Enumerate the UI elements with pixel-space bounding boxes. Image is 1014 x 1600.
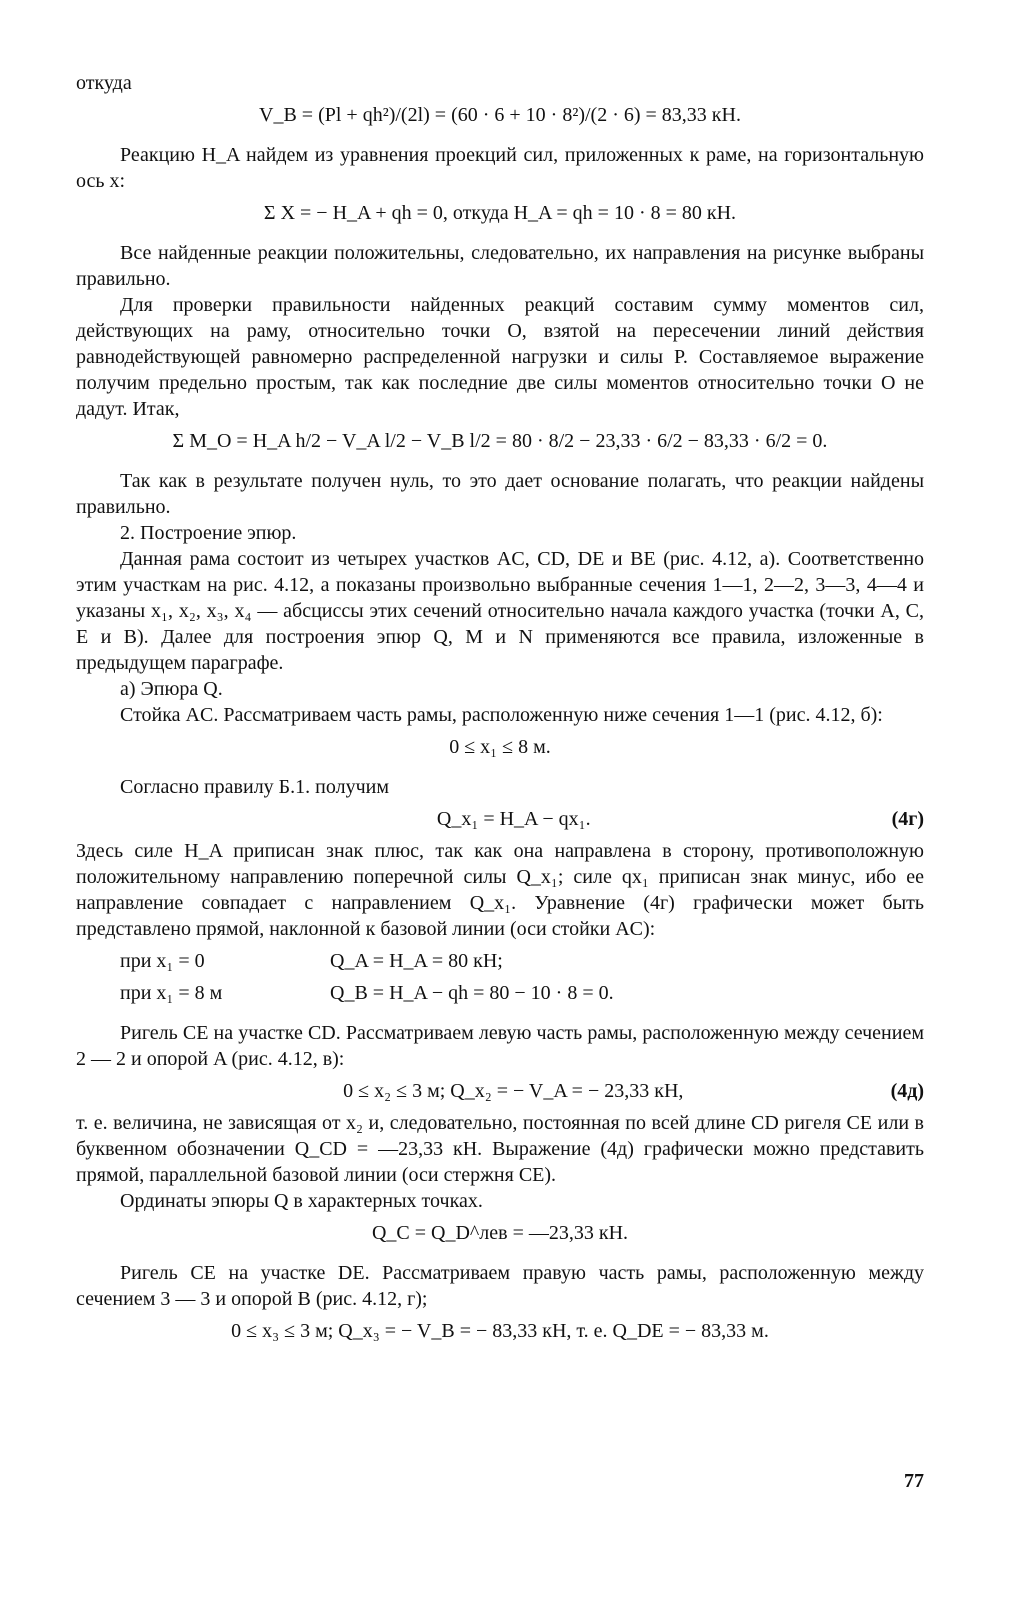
paragraph-5 <box>76 232 924 240</box>
equation-4g <box>76 806 924 832</box>
paragraph-12: Данная рама состоит из четырех участков AC, CD, DE и BE (рис. 4.12, a). Соответственно этим участкам на рис. 4.12, a показаны произвольно выбранные сечения 1—1, 2—2, 3—3, 4—4 и указаны x₁, x₂, x₃, x₄ — абсциссы этих сечений относительно начала каждого участка (точки A, C, E и B). Далее для построения эпюр Q, M и N применяются все правила, изложенные в предыдущем параграфе. <box>76 548 924 674</box>
case-value: Q_B = H_A − qh = 80 − 10 · 8 = 0. <box>330 982 614 1004</box>
paragraph-16 <box>76 766 924 774</box>
text-block-4 <box>76 1110 924 1344</box>
case-row <box>120 980 924 1006</box>
paragraph-6: Все найденные реакции положительны, следовательно, их направления на рисунке выбраны правильно. <box>76 242 924 290</box>
paragraph-0: откуда <box>76 72 132 94</box>
paragraph-10: Так как в результате получен нуль, то это дает основание полагать, что реакции найдены правильно. <box>76 470 924 518</box>
paragraph-d-0: т. е. величина, не зависящая от x₂ и, следовательно, постоянная по всей длине CD ригеля CE или в буквенном обозначении Q_CD = —23,33 кН. Выражение (4д) графически можно представить прямой, параллельной базовой линии (оси стержня CE). <box>76 1112 924 1186</box>
paragraph-11: 2. Построение эпюр. <box>120 522 297 544</box>
case-row <box>120 948 924 974</box>
paragraph-d-5: 0 ≤ x₃ ≤ 3 м; Q_x₃ = − V_B = − 83,33 кН, т. е. Q_DE = − 83,33 м. <box>231 1320 769 1342</box>
paragraph-2 <box>76 134 924 142</box>
paragraph-d-3 <box>76 1252 924 1260</box>
paragraph-d-1: Ординаты эпюры Q в характерных точках. <box>120 1190 483 1212</box>
text-block-1 <box>76 70 924 800</box>
case-list <box>76 948 924 1006</box>
paragraph-3: Реакцию H_A найдем из уравнения проекций сил, приложенных к раме, на горизонтальную ось x: <box>76 144 924 192</box>
equation-4d-number: (4д) <box>890 1080 924 1102</box>
paragraph-7: Для проверки правильности найденных реакций составим сумму моментов сил, действующих на раму, относительно точки O, взятой на пересечении линий действия равнодействующей равномерно распределенной нагрузки и силы P. Составляемое выражение получим предельно простым, так как последние две силы моментов относительно точки O не дадут. Итак, <box>76 294 924 420</box>
paragraph-c-1: Ригель CE на участке CD. Рассматриваем левую часть рамы, расположенную между сечением 2 — 2 и опорой A (рис. 4.12, в): <box>76 1022 924 1070</box>
paragraph-9 <box>76 460 924 468</box>
case-condition: при x₁ = 0 <box>120 950 205 972</box>
equation-4d-expr: 0 ≤ x₂ ≤ 3 м; Q_x₂ = − V_A = − 23,33 кН, <box>343 1080 684 1102</box>
paragraph-8: Σ M_O = H_A h/2 − V_A l/2 − V_B l/2 = 80 · 8/2 − 23,33 · 6/2 − 83,33 · 6/2 = 0. <box>172 430 828 452</box>
equation-4d <box>76 1078 924 1104</box>
paragraph-d-2: Q_C = Q_D^лев = —23,33 кН. <box>371 1222 629 1244</box>
paragraph-b-0: Здесь силе H_A приписан знак плюс, так как она направлена в сторону, противоположную положительному направлению поперечной силы Q_x₁; силе qx₁ приписан знак минус, ибо ее направление совпадает с направлением Q_x₁. Уравнение (4г) графически может быть представлено прямой, наклонной к базовой линии (оси стойки AC): <box>76 840 924 940</box>
page-number: 77 <box>904 1470 924 1492</box>
equation-4g-expr: Q_x₁ = H_A − qx₁. <box>436 808 591 830</box>
case-value: Q_A = H_A = 80 кН; <box>330 950 503 972</box>
paragraph-d-4: Ригель CE на участке DE. Рассматриваем правую часть рамы, расположенную между сечением 3 — 3 и опорой B (рис. 4.12, г); <box>76 1262 924 1310</box>
text-block-2 <box>76 838 924 942</box>
paragraph-15: 0 ≤ x₁ ≤ 8 м. <box>449 736 551 758</box>
text-block-3 <box>76 1012 924 1072</box>
paragraph-13: а) Эпюра Q. <box>120 678 223 700</box>
paragraph-17: Согласно правилу Б.1. получим <box>120 776 389 798</box>
case-condition: при x₁ = 8 м <box>120 982 223 1004</box>
paragraph-c-0 <box>76 1012 924 1020</box>
paragraph-14: Стойка AC. Рассматриваем часть рамы, расположенную ниже сечения 1—1 (рис. 4.12, б): <box>120 704 883 726</box>
paragraph-4: Σ X = − H_A + qh = 0, откуда H_A = qh = 10 · 8 = 80 кН. <box>263 202 737 224</box>
equation-4g-number: (4г) <box>891 808 924 830</box>
paragraph-1: V_B = (Pl + qh²)/(2l) = (60 · 6 + 10 · 8²)/(2 · 6) = 83,33 кН. <box>259 104 741 126</box>
